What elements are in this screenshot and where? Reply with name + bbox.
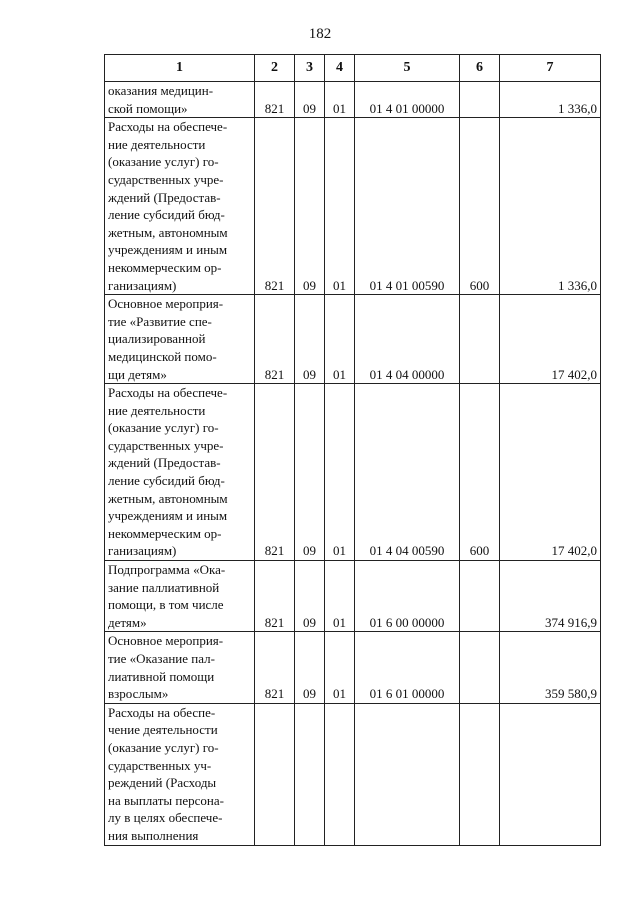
row-amount: 1 336,0 <box>500 82 601 118</box>
row-target-article: 01 4 01 00590 <box>355 118 460 295</box>
row-amount: 17 402,0 <box>500 384 601 561</box>
row-expense-type: 600 <box>460 384 500 561</box>
row-name: Расходы на обеспече- ние деятельности (оказание услуг) го- сударственных учре- ждений (Предостав- ление субсидий бюд- жетным, автономным учреждениям и иным некоммерческим ор- ганизациям) <box>105 384 255 561</box>
row-expense-type <box>460 82 500 118</box>
row-section-code: 09 <box>295 118 325 295</box>
table-row <box>105 384 601 561</box>
header-col-5: 5 <box>355 55 460 82</box>
header-col-6: 6 <box>460 55 500 82</box>
row-target-article <box>355 703 460 845</box>
row-subsection-code: 01 <box>325 82 355 118</box>
table-row <box>105 295 601 384</box>
row-amount: 1 336,0 <box>500 118 601 295</box>
row-name: оказания медицин- ской помощи» <box>105 82 255 118</box>
row-section-code <box>295 703 325 845</box>
row-section-code: 09 <box>295 295 325 384</box>
table-header-row <box>105 55 601 82</box>
header-col-2: 2 <box>255 55 295 82</box>
row-expense-type <box>460 561 500 632</box>
row-expense-type: 600 <box>460 118 500 295</box>
table-row <box>105 703 601 845</box>
row-name: Расходы на обеспече- ние деятельности (оказание услуг) го- сударственных учре- ждений (Предостав- ление субсидий бюд- жетным, автономным учреждениям и иным некоммерческим ор- ганизациям) <box>105 118 255 295</box>
row-ministry-code: 821 <box>255 118 295 295</box>
row-expense-type <box>460 295 500 384</box>
row-subsection-code: 01 <box>325 561 355 632</box>
row-subsection-code <box>325 703 355 845</box>
row-ministry-code: 821 <box>255 561 295 632</box>
row-name: Подпрограмма «Ока- зание паллиативной помощи, в том числе детям» <box>105 561 255 632</box>
row-section-code: 09 <box>295 384 325 561</box>
row-amount: 17 402,0 <box>500 295 601 384</box>
table-row <box>105 118 601 295</box>
row-name: Расходы на обеспе- чение деятельности (оказание услуг) го- сударственных уч- реждений (Расходы на выплаты персона- лу в целях обеспече- ния выполнения <box>105 703 255 845</box>
row-expense-type <box>460 632 500 703</box>
row-target-article: 01 4 01 00000 <box>355 82 460 118</box>
page-number: 182 <box>308 26 332 42</box>
table-row <box>105 632 601 703</box>
row-amount: 374 916,9 <box>500 561 601 632</box>
row-section-code: 09 <box>295 632 325 703</box>
table-row <box>105 561 601 632</box>
row-target-article: 01 6 00 00000 <box>355 561 460 632</box>
row-ministry-code <box>255 703 295 845</box>
row-target-article: 01 6 01 00000 <box>355 632 460 703</box>
row-amount: 359 580,9 <box>500 632 601 703</box>
row-ministry-code: 821 <box>255 82 295 118</box>
row-subsection-code: 01 <box>325 118 355 295</box>
row-ministry-code: 821 <box>255 384 295 561</box>
row-amount <box>500 703 601 845</box>
row-target-article: 01 4 04 00000 <box>355 295 460 384</box>
row-target-article: 01 4 04 00590 <box>355 384 460 561</box>
row-subsection-code: 01 <box>325 295 355 384</box>
row-section-code: 09 <box>295 561 325 632</box>
header-col-3: 3 <box>295 55 325 82</box>
row-expense-type <box>460 703 500 845</box>
header-col-7: 7 <box>500 55 601 82</box>
row-subsection-code: 01 <box>325 384 355 561</box>
row-name: Основное мероприя- тие «Развитие спе- циализированной медицинской помо- щи детям» <box>105 295 255 384</box>
header-col-4: 4 <box>325 55 355 82</box>
row-ministry-code: 821 <box>255 295 295 384</box>
row-subsection-code: 01 <box>325 632 355 703</box>
budget-table <box>104 54 601 846</box>
row-ministry-code: 821 <box>255 632 295 703</box>
header-col-1: 1 <box>105 55 255 82</box>
row-name: Основное мероприя- тие «Оказание пал- лиативной помощи взрослым» <box>105 632 255 703</box>
row-section-code: 09 <box>295 82 325 118</box>
table-row <box>105 82 601 118</box>
